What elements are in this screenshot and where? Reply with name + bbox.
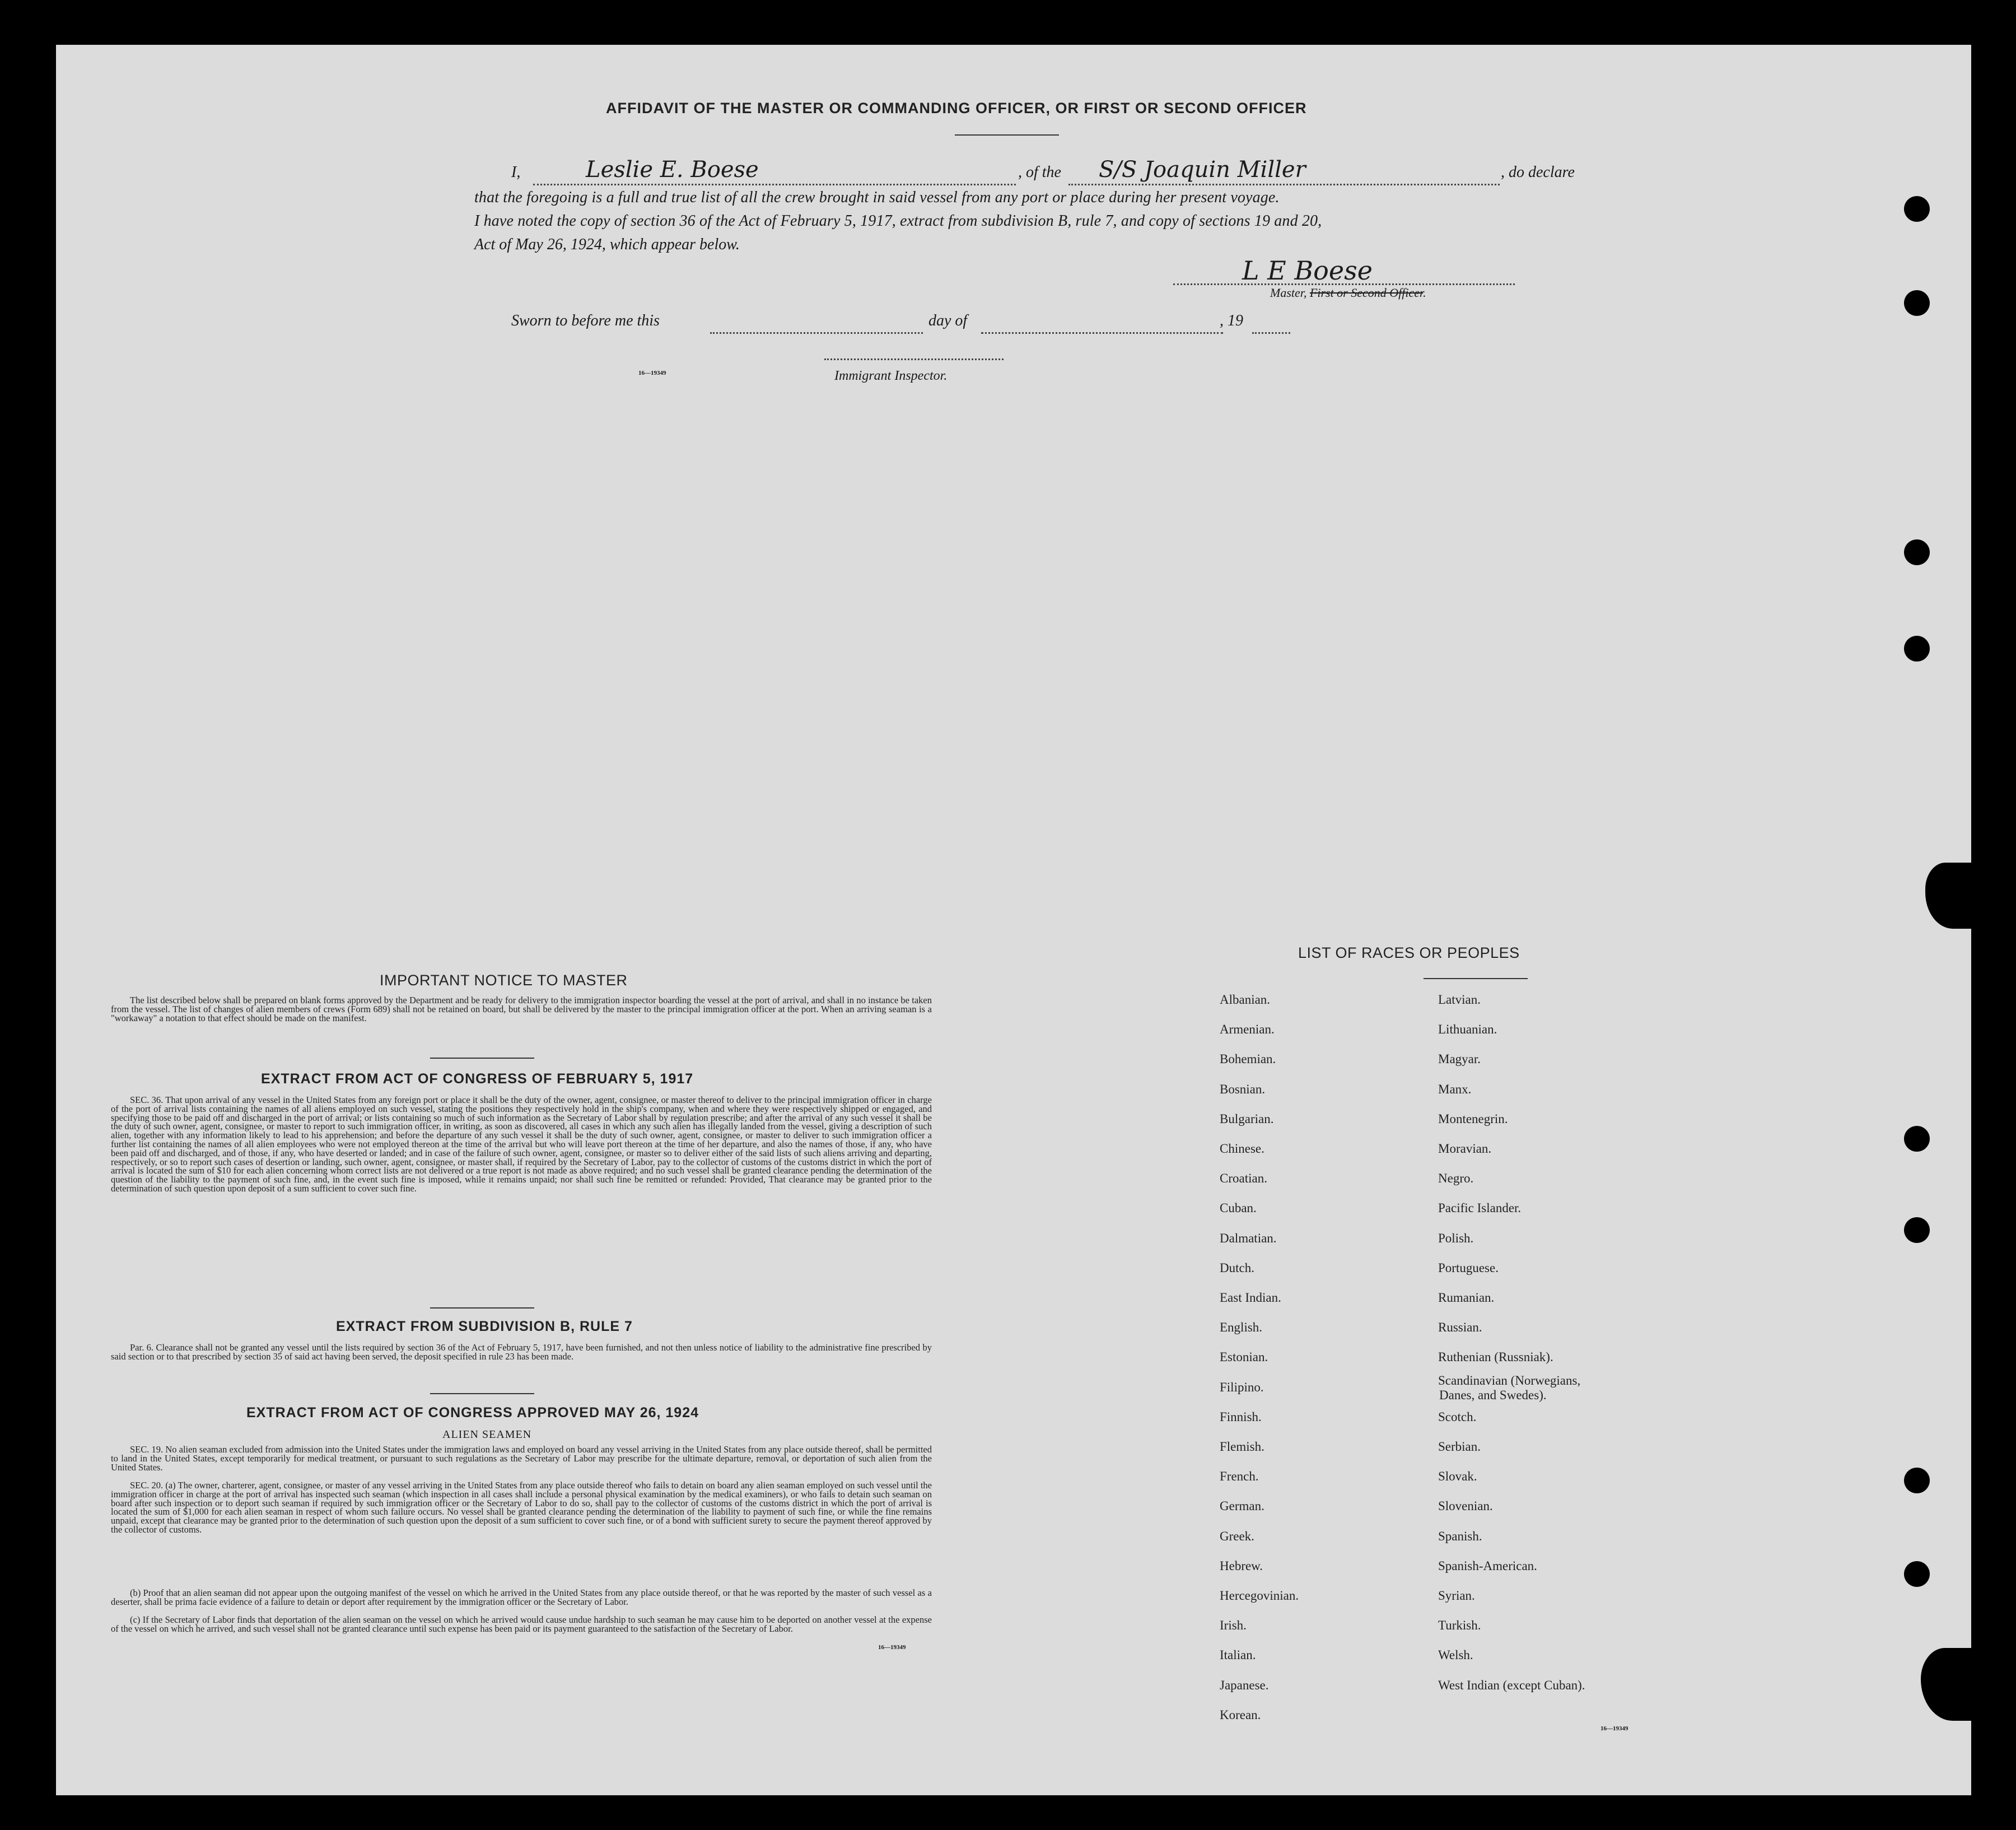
race-item: Welsh. (1438, 1648, 1473, 1663)
races-form-number: 16—19349 (1600, 1725, 1628, 1732)
race-item: Hebrew. (1220, 1558, 1263, 1573)
race-item: Latvian. (1438, 993, 1481, 1007)
master-title-label: Master, (1270, 286, 1307, 300)
race-item: Japanese. (1220, 1678, 1269, 1692)
race-item: Magyar. (1438, 1052, 1481, 1067)
punch-hole-7 (1904, 1468, 1930, 1493)
sec-20b-text: (b) Proof that an alien seaman did not appear upon the outgoing manifest of the vessel on which he arrived in the United States from any place outside thereof, or that he was reported by the master of such vessel as a deserter, shall be prima facie evidence of a failure to detain or deport after requirement by the immigration officer or the Secretary of Labor. (111, 1587, 932, 1607)
officer-name: Leslie E. Boese (586, 157, 759, 183)
alien-seamen-subheading: ALIEN SEAMEN (442, 1428, 532, 1441)
divider-1 (430, 1058, 534, 1059)
race-item: East Indian. (1220, 1291, 1281, 1305)
race-item: Dutch. (1220, 1260, 1254, 1275)
race-item: Spanish-American. (1438, 1558, 1537, 1573)
race-item: Rumanian. (1438, 1291, 1495, 1305)
races-divider (1424, 978, 1528, 979)
affidavit-title: AFFIDAVIT OF THE MASTER OR COMMANDING OFFICER, OR FIRST OR SECOND OFFICER (606, 100, 1307, 117)
race-item: Syrian. (1438, 1589, 1475, 1603)
race-item: Lithuanian. (1438, 1022, 1497, 1037)
act-1924-heading: EXTRACT FROM ACT OF CONGRESS APPROVED MAY 26, 1924 (246, 1405, 699, 1421)
vessel-name: S/S Joaquin Miller (1099, 157, 1306, 183)
divider-3 (430, 1393, 534, 1394)
sec-19-text: SEC. 19. No alien seaman excluded from admission into the United States under the immigration laws and employed on board any vessel arriving in the United States from any place outside thereof, shall be permitted to land in the United States, except temporarily for medical treatment, or pursuant to such regulations as the Secretary of Labor may prescribe for the ultimate departure, removal, or deportation of such alien from the United States. (111, 1444, 932, 1473)
rule-7-heading: EXTRACT FROM SUBDIVISION B, RULE 7 (336, 1319, 633, 1334)
race-item: Bohemian. (1220, 1052, 1276, 1067)
divider-2 (430, 1307, 534, 1309)
act-1917-heading: EXTRACT FROM ACT OF CONGRESS OF FEBRUARY 5, 1917 (261, 1071, 694, 1087)
race-item: Manx. (1438, 1082, 1472, 1096)
struck-officer-title: First or Second Officer (1309, 286, 1424, 300)
notice-text: The list described below shall be prepared on blank forms approved by the Department and be ready for delivery to the immigration inspector boarding the vessel at the port of arrival, and shall in no instance be taken from the vessel. The list of changes of alien members of crews (Form 689) shall not be retained on board, but shall be delivered by the master to the principal immigration officer at the port. When an arriving seaman is a "workaway" a notation to that effect should be made on the manifest. (111, 995, 932, 1023)
race-item: Filipino. (1220, 1380, 1264, 1394)
punch-hole-2 (1904, 290, 1930, 316)
of-the-label: , of the (1018, 164, 1061, 181)
race-item: Turkish. (1438, 1618, 1481, 1633)
race-item: German. (1220, 1499, 1264, 1514)
do-declare-label: , do declare (1501, 164, 1575, 181)
race-item: Korean. (1220, 1707, 1261, 1722)
punch-hole-5 (1904, 1126, 1930, 1152)
sworn-month-line (981, 316, 1223, 334)
race-item: Greek. (1220, 1529, 1254, 1543)
race-item: Polish. (1438, 1231, 1474, 1245)
notice-heading: IMPORTANT NOTICE TO MASTER (380, 972, 628, 989)
punch-hole-8 (1904, 1561, 1930, 1587)
race-item: Flemish. (1220, 1440, 1264, 1454)
race-item: English. (1220, 1320, 1263, 1335)
race-item: Dalmatian. (1220, 1231, 1277, 1245)
master-signature: L E Boese (1242, 255, 1373, 286)
inspector-line (824, 357, 1004, 360)
race-item: Serbian. (1438, 1440, 1481, 1454)
day-of-label: day of (928, 312, 968, 329)
race-item: Danes, and Swedes). (1439, 1387, 1547, 1402)
races-heading: LIST OF RACES OR PEOPLES (1298, 944, 1520, 961)
act-1924-form-number: 16—19349 (878, 1644, 906, 1651)
race-item: Scotch. (1438, 1409, 1477, 1424)
race-item: Irish. (1220, 1618, 1247, 1633)
race-item: Finnish. (1220, 1409, 1262, 1424)
race-item: Bosnian. (1220, 1082, 1266, 1096)
title-divider (955, 134, 1059, 136)
punch-hole-4 (1904, 636, 1930, 662)
sec-20c-text: (c) If the Secretary of Labor finds that deportation of the alien seaman on the vessel on which he arrived would cause undue hardship to such seaman he may cause him to be deported on another vessel at the expense of the vessel on which he arrived, and such vessel shall not be granted clearance until such expense has been paid or its payment guaranteed to the satisfaction of the Secretary of Labor. (111, 1614, 932, 1634)
race-item: Cuban. (1220, 1201, 1257, 1216)
race-item: Portuguese. (1438, 1260, 1499, 1275)
act-1917-text: SEC. 36. That upon arrival of any vessel in the United States from any foreign port or place it shall be the duty of the owner, agent, consignee, or master thereof to deliver to the principal immigration officer in charge of the port of arrival lists containing the names of all aliens employed on such vessel, stating the positions they respectively hold in the ship's company, when and where they were respectively shipped or engaged, and specifying those to be paid off and discharged in the port of arrival; or lists containing so much of such information as the Secretary of Labor shall by regulation prescribe; and after the arrival of any such vessel it shall be the duty of such owner, agent, consignee, or master to report to such immigration officer, in writing, as soon as discovered, all cases in which any such alien has illegally landed from the vessel, giving a description of such alien, together with any information likely to lead to his apprehension; and before the departure of any such vessel it shall be the duty of such owner, agent, consignee, or master to deliver to such immigration officer a further list containing the names of all alien employees who were not employed thereon at the time of the arrival but who will leave port thereon at the time of her departure, and also the names of those, if any, who have been paid off and discharged, and of those, if any, who have deserted or landed; and in case of the failure of such owner, agent, consignee, or master so to deliver either of the said lists of such aliens arriving and departing, respectively, or so to report such cases of desertion or landing, such owner, agent, consignee, or master shall, if required by the Secretary of Labor, pay to the collector of customs of the customs district in which the port of arrival is located the sum of $10 for each alien concerning whom correct lists are not delivered or a true report is not made as above required; and no such vessel shall be granted clearance pending the determination of the question of the liability to the payment of such fine, and, in the event such fine is imposed, while it remains unpaid; nor shall such fine be remitted or refunded: Provided, That clearance may be granted prior to the determination of such question upon deposit of a sum sufficient to cover such fine. (111, 1095, 932, 1194)
torn-edge-2 (1921, 1648, 1977, 1721)
race-item: French. (1220, 1469, 1259, 1484)
sworn-year-line (1252, 316, 1290, 334)
race-item: Italian. (1220, 1648, 1256, 1663)
sworn-label: Sworn to before me this (511, 312, 660, 329)
declaration-line-2: that the foregoing is a full and true list of all the crew brought in said vessel from any port or place during her present voyage. (474, 189, 1280, 206)
form-page (56, 45, 1971, 1795)
race-item: Pacific Islander. (1438, 1201, 1522, 1216)
punch-hole-3 (1904, 539, 1930, 565)
race-item: Albanian. (1220, 993, 1271, 1007)
punch-hole-6 (1904, 1217, 1930, 1243)
race-item: Armenian. (1220, 1022, 1275, 1037)
race-item: Negro. (1438, 1171, 1474, 1186)
race-item: Estonian. (1220, 1350, 1268, 1365)
race-item: Hercegovinian. (1220, 1589, 1299, 1603)
race-item: Scandinavian (Norwegians, (1438, 1373, 1581, 1387)
race-item: Croatian. (1220, 1171, 1267, 1186)
year-prefix: , 19 (1220, 312, 1243, 329)
race-item: Slovak. (1438, 1469, 1477, 1484)
immigrant-inspector-label: Immigrant Inspector. (834, 369, 948, 383)
declaration-line-3: I have noted the copy of section 36 of the Act of February 5, 1917, extract from subdivision B, rule 7, and copy of sections 19 and 20, (474, 212, 1322, 230)
race-item: Moravian. (1438, 1142, 1492, 1156)
race-item: Russian. (1438, 1320, 1482, 1335)
torn-edge-1 (1925, 863, 1976, 929)
sec-20a-text: SEC. 20. (a) The owner, charterer, agent, consignee, or master of any vessel arriving in the United States from any place outside thereof who fails to detain on board any alien seaman employed on such vessel until the immigration officer in charge at the port of arrival has inspected such seaman (which inspection in all cases shall include a personal physical examination by the medical examiners), or who fails to detain such seaman on board after such inspection or to deport such seaman if required by such immigration officer or the Secretary of Labor to do so, shall pay to the collector of customs of the customs district in which the port of arrival is located the sum of $1,000 for each alien seaman in respect of whom such failure occurs. No vessel shall be granted clearance pending the determination of the liability to payment of such fine, or while the fine remains unpaid, except that clearance may be granted prior to the determination of such question upon the deposit of a sum sufficient to cover such fine, or of a bond with sufficient surety to secure the payment thereof approved by the collector of customs. (111, 1480, 932, 1535)
master-title-period: . (1423, 286, 1426, 300)
master-title (1270, 286, 1426, 300)
sworn-day-line (710, 316, 923, 334)
race-item: West Indian (except Cuban). (1438, 1678, 1585, 1692)
race-item: Montenegrin. (1438, 1111, 1508, 1126)
i-label: I, (511, 164, 521, 181)
declaration-line-4: Act of May 26, 1924, which appear below. (474, 236, 740, 253)
race-item: Ruthenian (Russniak). (1438, 1350, 1553, 1365)
affidavit-form-number: 16—19349 (638, 370, 666, 376)
rule-7-text: Par. 6. Clearance shall not be granted any vessel until the lists required by section 36 of the Act of February 5, 1917, have been furnished, and not then unless notice of liability to the administrative fine prescribed by said section or to that prescribed by section 35 of said act having been served, the deposit specified in rule 23 has been made. (111, 1342, 932, 1362)
punch-hole-1 (1904, 196, 1930, 222)
race-item: Slovenian. (1438, 1499, 1493, 1514)
race-item: Spanish. (1438, 1529, 1482, 1543)
race-item: Bulgarian. (1220, 1111, 1274, 1126)
race-item: Chinese. (1220, 1142, 1264, 1156)
